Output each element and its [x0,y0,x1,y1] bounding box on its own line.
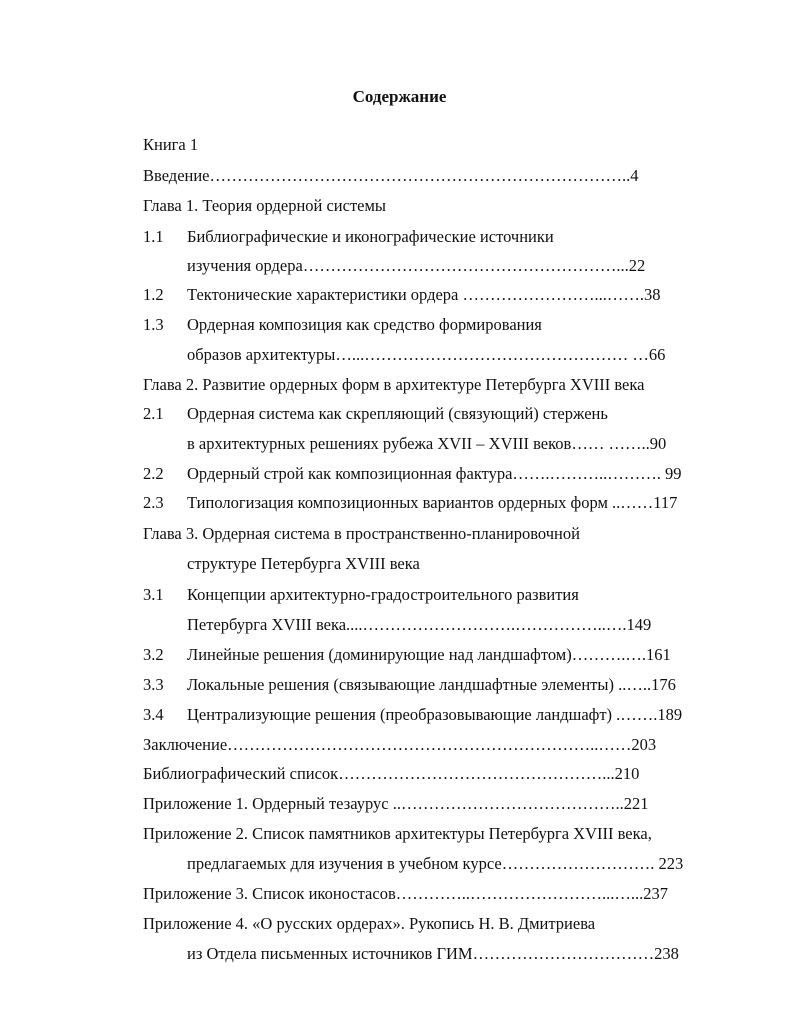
toc-entry-1-3: Ордерная композиция как средство формирования [187,315,542,334]
section-number: 2.3 [143,493,164,512]
toc-entry-bibliography: Библиографический список…………………………………………...210 [143,764,640,783]
section-number: 1.2 [143,285,164,304]
section-number: 1.1 [143,227,164,246]
toc-entry-3-4: Централизующие решения (преобразовывающие ландшафт) .…….189 [187,705,683,724]
toc-entry-2-3: Типологизация композиционных вариантов ордерных форм ..……117 [187,493,678,512]
section-number: 2.2 [143,464,164,483]
section-number: 3.2 [143,645,164,664]
toc-entry-3-1: Концепции архитектурно-градостроительного развития [187,585,579,604]
toc-chapter-3: Глава 3. Ордерная система в пространственно-планировочной [143,524,580,543]
toc-entry-appendix-4-cont: из Отдела письменных источников ГИМ……………………………238 [187,944,679,963]
toc-entry-conclusion: Заключение…………………………………………………………..……203 [143,735,657,754]
section-number: 1.3 [143,315,164,334]
book-label: Книга 1 [143,135,199,154]
toc-entry-appendix-2-cont: предлагаемых для изучения в учебном курсе………………………. 223 [187,854,684,873]
toc-entry-3-3: Локальные решения (связывающие ландшафтные элементы) ..…..176 [187,675,676,694]
toc-entry-2-1: Ордерная система как скрепляющий (связующий) стержень [187,404,608,423]
toc-entry-appendix-2: Приложение 2. Список памятников архитектуры Петербурга XVIII века, [143,824,652,843]
toc-chapter-1: Глава 1. Теория ордерной системы [143,196,387,215]
toc-entry-2-2: Ордерный строй как композиционная фактура…….………..………. 99 [187,464,682,483]
toc-entry-2-1-cont: в архитектурных решениях рубежа XVII – XVIII веков…… ……..90 [187,434,667,453]
toc-chapter-2: Глава 2. Развитие ордерных форм в архитектуре Петербурга XVIII века [143,375,645,394]
page-title: Содержание [352,87,447,106]
toc-entry-1-2: Тектонические характеристики ордера ……………………...…….38 [187,285,661,304]
toc-entry-1-1-cont: изучения ордера…………………………………………………...22 [187,256,646,275]
toc-entry-appendix-3: Приложение 3. Список иконостасов…………..……………………...…...237 [143,884,668,903]
section-number: 2.1 [143,404,164,423]
toc-entry-3-1-cont: Петербурга XVIII века....……………………….……………..….149 [187,615,652,634]
toc-entry-3-2: Линейные решения (доминирующие над ландшафтом)……….….161 [187,645,671,664]
section-number: 3.1 [143,585,164,604]
section-number: 3.4 [143,705,164,724]
toc-entry-appendix-1: Приложение 1. Ордерный тезаурус ..…………………………………..221 [143,794,649,813]
toc-entry-appendix-4: Приложение 4. «О русских ордерах». Рукопись Н. В. Дмитриева [143,914,596,933]
section-number: 3.3 [143,675,164,694]
toc-entry-1-3-cont: образов архитектуры…...………………………………………… …66 [187,345,666,364]
toc-chapter-3-cont: структуре Петербурга XVIII века [187,554,420,573]
toc-entry-intro: Введение…………………………………………………………………..4 [143,166,639,185]
toc-entry-1-1: Библиографические и иконографические источники [187,227,554,246]
